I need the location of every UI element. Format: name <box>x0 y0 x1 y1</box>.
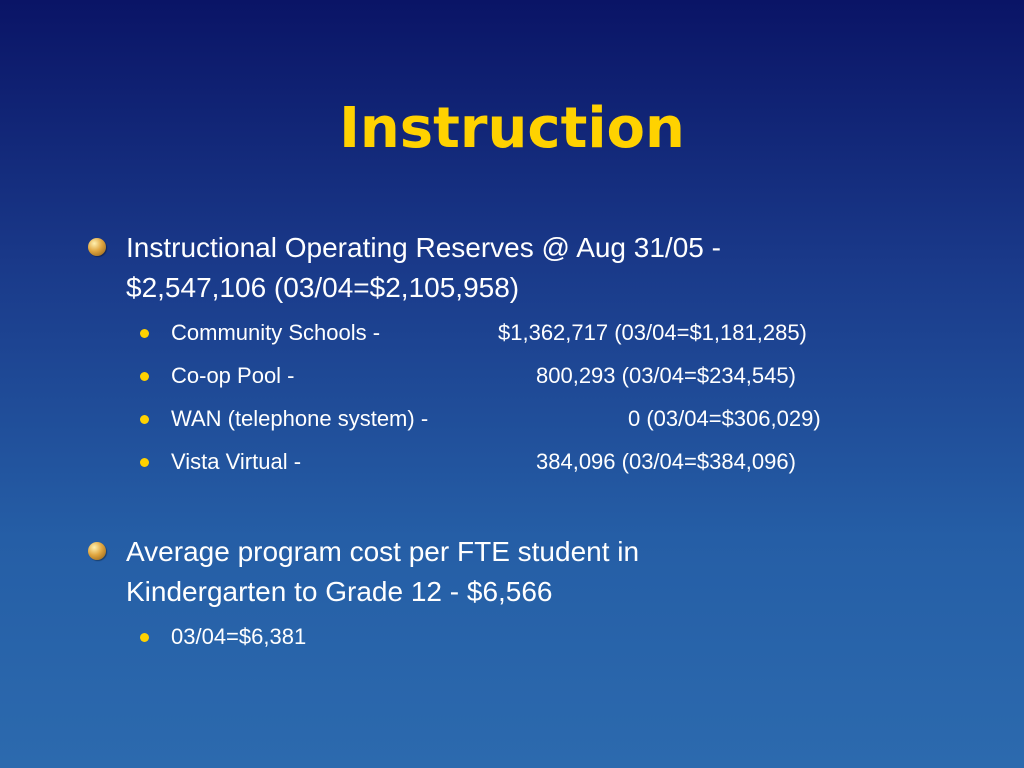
list-item <box>140 447 1000 490</box>
yellow-dot-bullet-icon <box>140 329 149 338</box>
yellow-dot-bullet-icon <box>140 415 149 424</box>
list-item <box>140 404 1000 447</box>
yellow-dot-bullet-icon <box>140 372 149 381</box>
bronze-orb-bullet-icon <box>88 238 106 256</box>
sub-item-value: 384,096 (03/04=$384,096) <box>536 449 796 474</box>
list-item <box>140 361 1000 404</box>
yellow-dot-bullet-icon <box>140 458 149 467</box>
sub-item-value: 800,293 (03/04=$234,545) <box>536 363 796 388</box>
sub-list-program-cost <box>140 622 1000 665</box>
list-item <box>140 318 1000 361</box>
sub-item-label: WAN (telephone system) - <box>171 406 429 431</box>
sub-item-label: Vista Virtual - <box>171 449 302 474</box>
main-bullet-text-line1: Average program cost per FTE student in <box>126 536 640 567</box>
sub-item-label: Co-op Pool - <box>171 363 295 388</box>
slide-title: Instruction <box>339 96 685 161</box>
sub-list-reserves <box>140 318 1000 490</box>
bronze-orb-bullet-icon <box>88 542 106 560</box>
sub-item-value: $1,362,717 (03/04=$1,181,285) <box>498 320 807 345</box>
main-bullet-text-line2: Kindergarten to Grade 12 - $6,566 <box>126 576 553 607</box>
main-bullet-text-line2: $2,547,106 (03/04=$2,105,958) <box>126 272 520 303</box>
sub-item-value: 0 (03/04=$306,029) <box>628 406 821 431</box>
yellow-dot-bullet-icon <box>140 633 149 642</box>
list-item <box>140 622 1000 665</box>
main-bullet-program-cost <box>88 532 988 612</box>
sub-item-label: Community Schools - <box>171 320 381 345</box>
main-bullet-reserves <box>88 228 988 308</box>
main-bullet-text-line1: Instructional Operating Reserves @ Aug 31/05 - <box>126 232 721 263</box>
sub-item-label: 03/04=$6,381 <box>171 624 307 649</box>
